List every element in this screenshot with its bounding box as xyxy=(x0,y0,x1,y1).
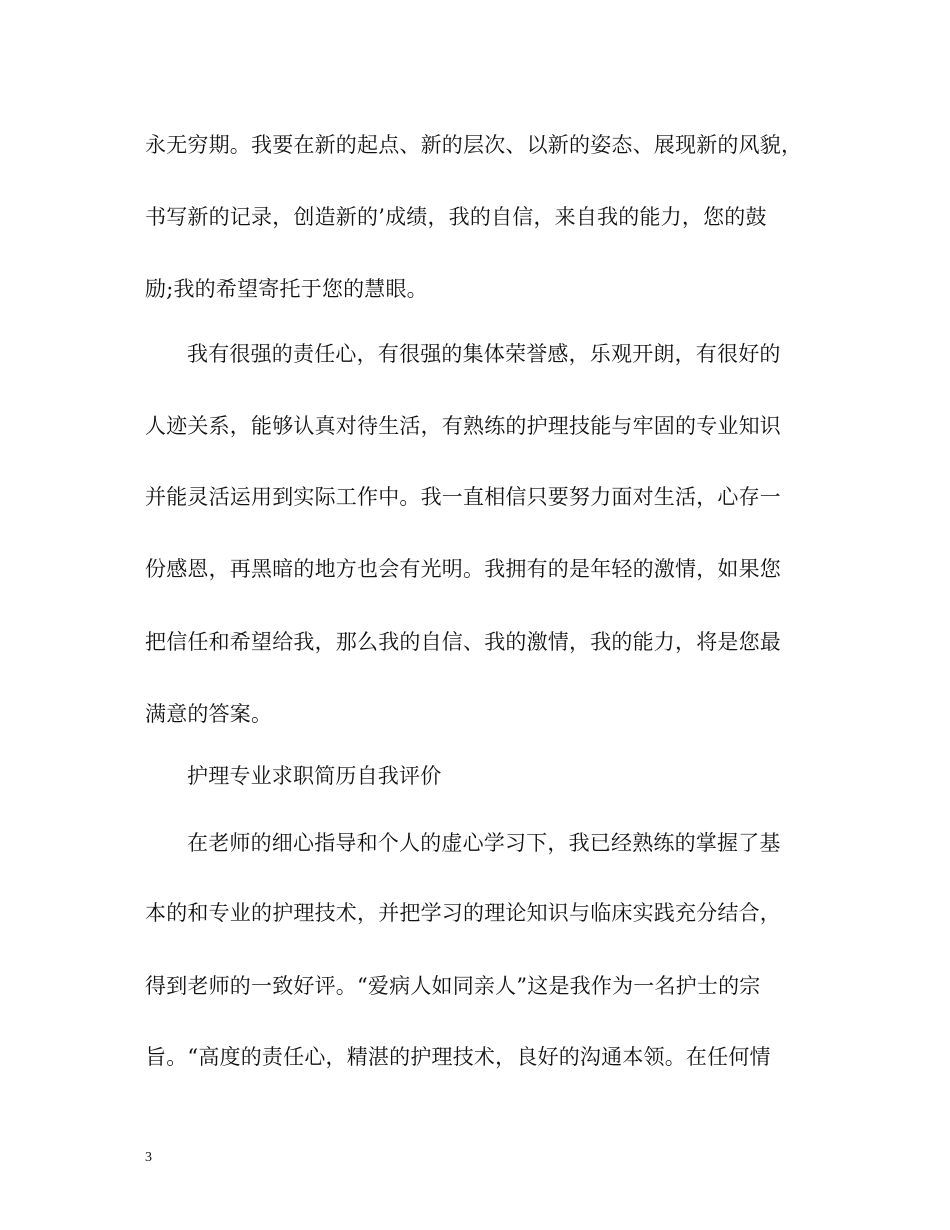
text-line: 本的和专业的护理技术，并把学习的理论知识与临床实践充分结合， xyxy=(145,901,781,925)
text-line: 旨。“高度的责任心，精湛的护理技术，良好的沟通本领。在任何情 xyxy=(145,1045,771,1069)
text-line: 我有很强的责任心，有很强的集体荣誉感，乐观开朗，有很好的 xyxy=(187,342,781,366)
text-line: 人迹关系，能够认真对待生活，有熟练的护理技能与牢固的专业知识 xyxy=(145,414,781,438)
text-line: 在老师的细心指导和个人的虚心学习下，我已经熟练的掌握了基 xyxy=(187,831,781,855)
text-line: 永无穷期。我要在新的起点、新的层次、以新的姿态、展现新的风貌， xyxy=(145,133,803,157)
text-line: 得到老师的一致好评。“爱病人如同亲人”这是我作为一名护士的宗 xyxy=(145,974,761,998)
text-line: 份感恩，再黑暗的地方也会有光明。我拥有的是年轻的激情，如果您 xyxy=(145,557,781,581)
text-line: 励;我的希望寄托于您的慧眼。 xyxy=(145,277,428,301)
text-line: 满意的答案。 xyxy=(145,702,273,726)
text-line: 并能灵活运用到实际工作中。我一直相信只要努力面对生活，心存一 xyxy=(145,485,781,509)
page-number: 3 xyxy=(145,1150,152,1165)
text-line: 把信任和希望给我，那么我的自信、我的激情，我的能力，将是您最 xyxy=(145,630,781,654)
section-heading: 护理专业求职简历自我评价 xyxy=(187,764,442,788)
text-line: 书写新的记录，创造新的’成绩，我的自信，来自我的能力，您的鼓 xyxy=(145,205,767,229)
